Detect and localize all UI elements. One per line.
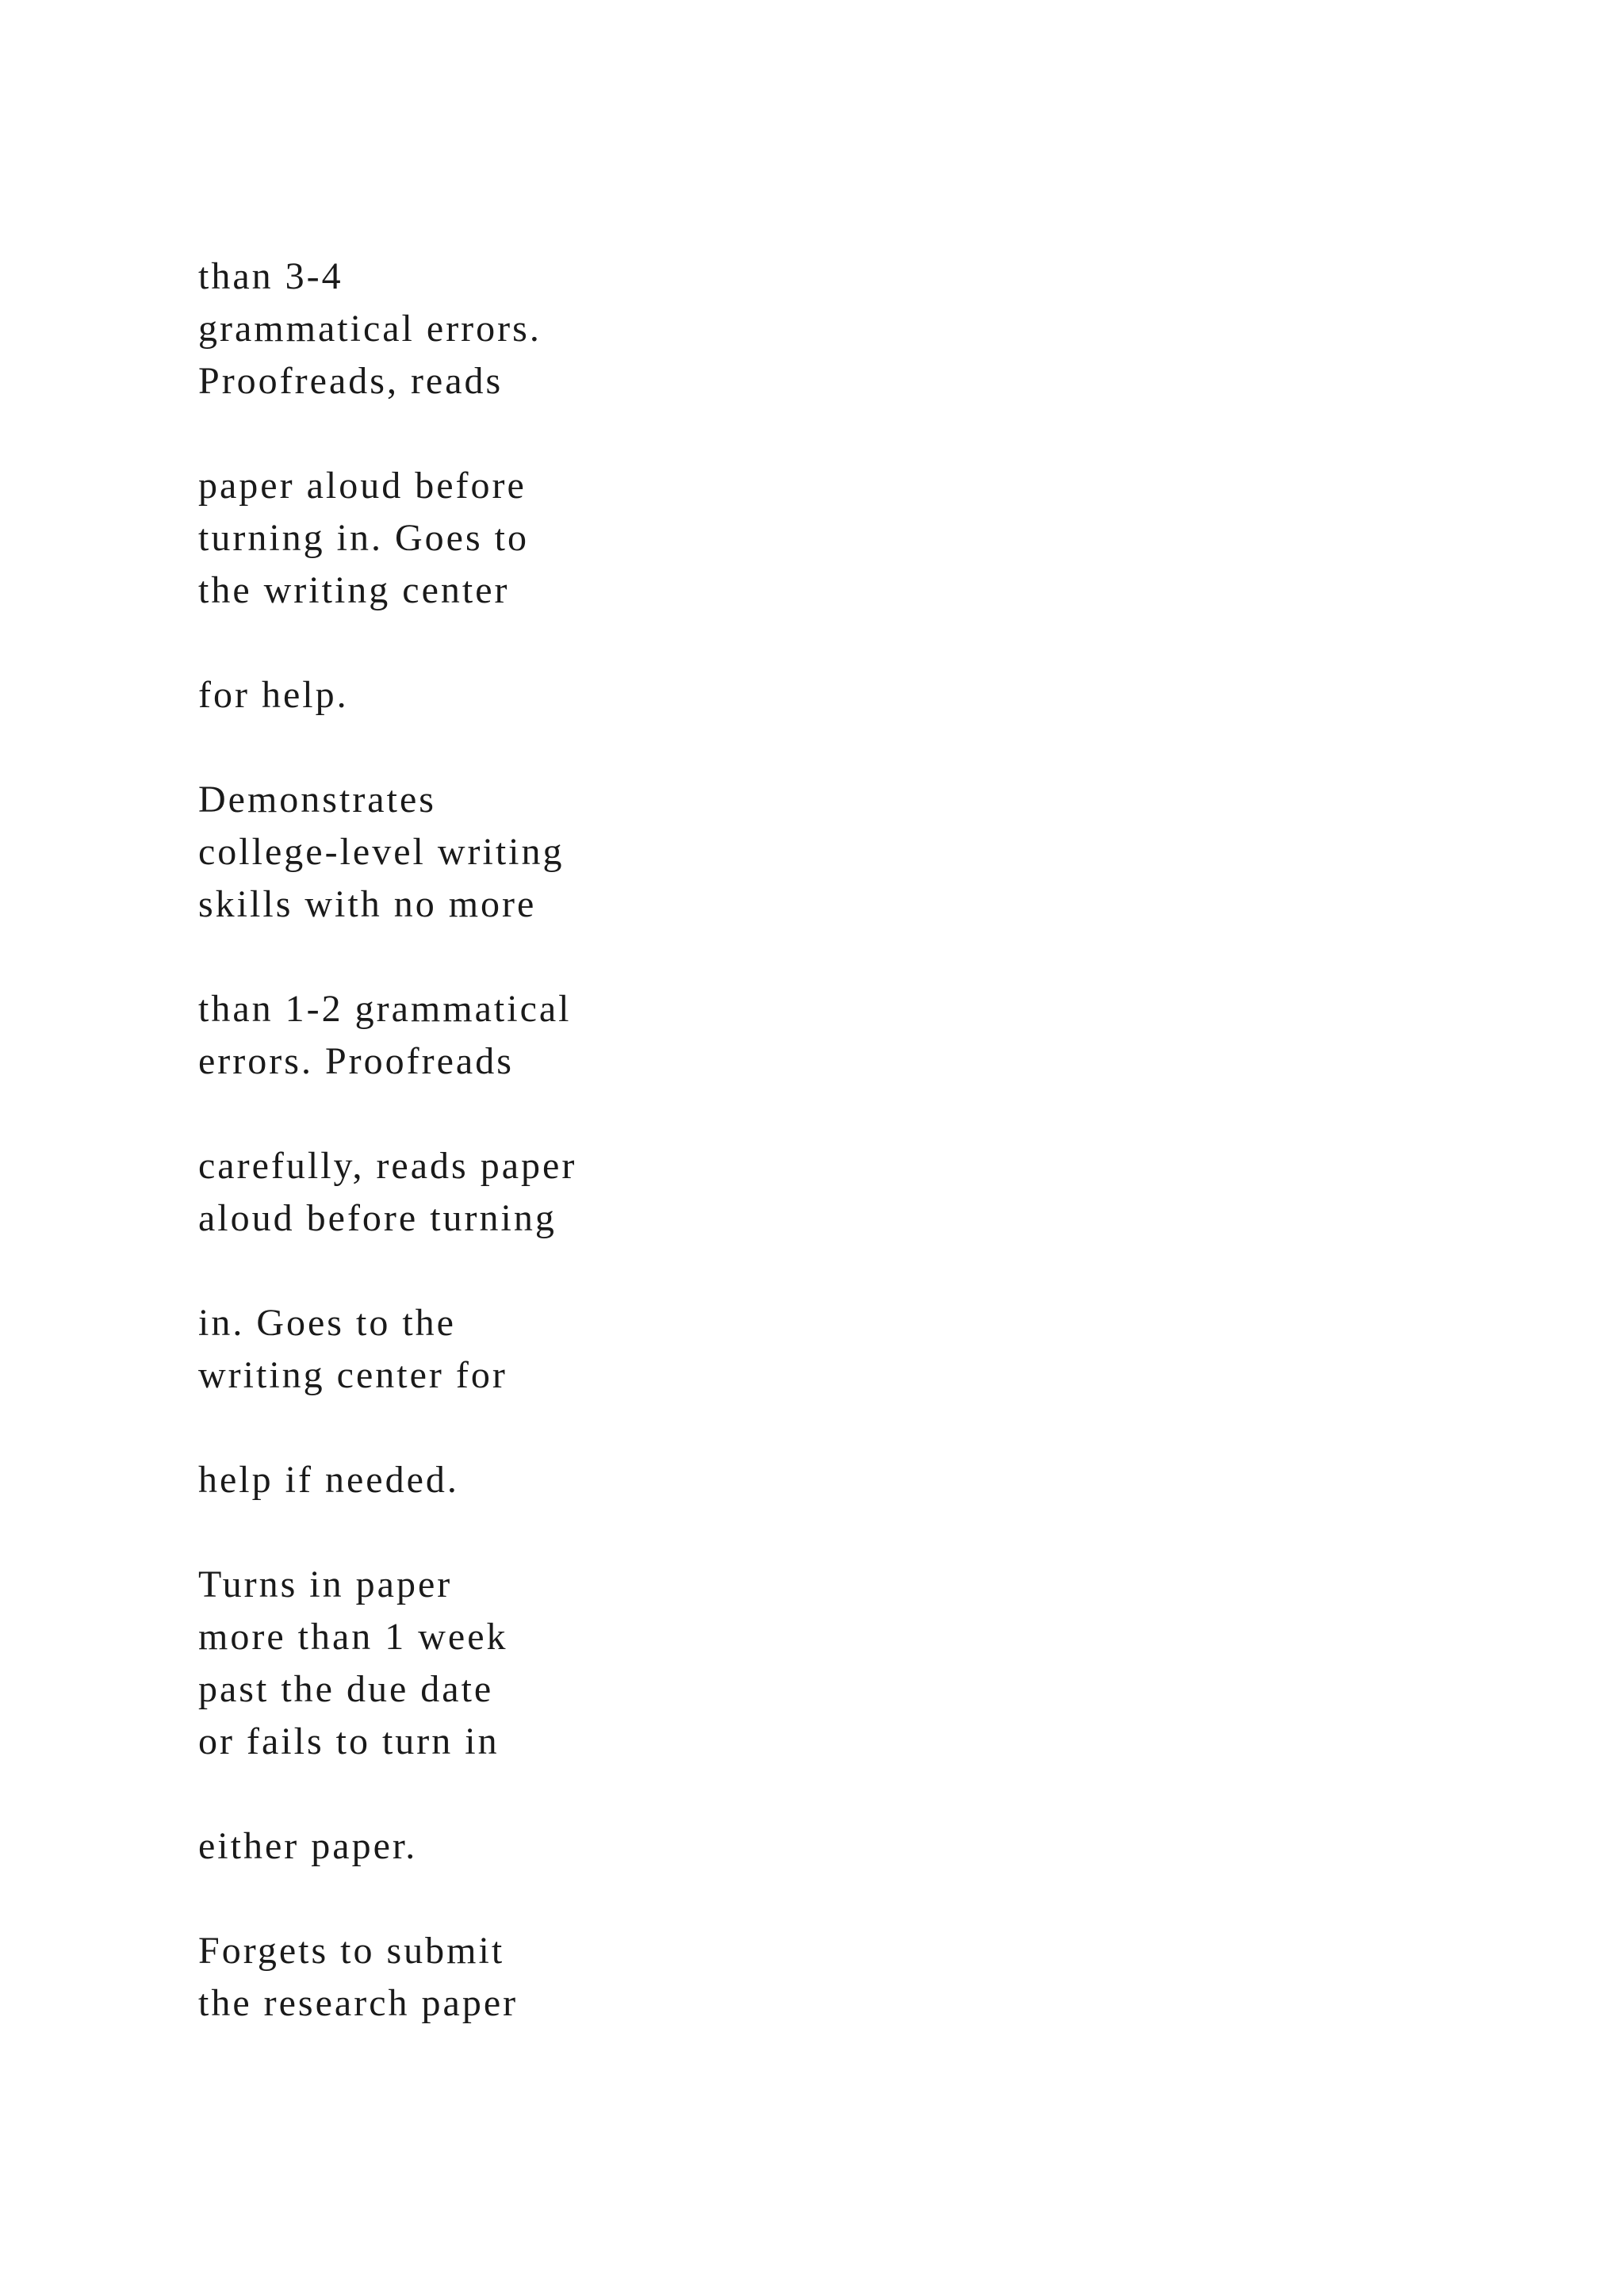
paragraph: [198, 460, 576, 617]
text-line: help if needed.: [198, 1459, 459, 1501]
paragraph: [198, 1559, 576, 1768]
text-line: Proofreads, reads: [198, 360, 504, 402]
text-line: in. Goes to the: [198, 1302, 456, 1344]
document-body: [198, 251, 576, 2082]
text-line: aloud before turning: [198, 1197, 557, 1239]
text-line: the research paper: [198, 1982, 519, 2024]
text-line: paper aloud before: [198, 465, 527, 507]
text-line: Forgets to submit: [198, 1930, 505, 1972]
text-line: than 3-4: [198, 255, 343, 297]
text-line: grammatical errors.: [198, 308, 542, 350]
paragraph: [198, 1454, 576, 1506]
text-line: Turns in paper: [198, 1563, 453, 1605]
text-line: writing center for: [198, 1354, 508, 1396]
text-line: than 1-2 grammatical: [198, 988, 572, 1030]
paragraph: [198, 774, 576, 931]
paragraph: [198, 251, 576, 408]
paragraph: [198, 1297, 576, 1402]
text-line: Demonstrates: [198, 779, 436, 821]
text-line: carefully, reads paper: [198, 1145, 577, 1187]
text-line: the writing center: [198, 569, 510, 611]
paragraph: [198, 1140, 576, 1245]
text-line: college-level writing: [198, 831, 565, 873]
paragraph: [198, 1820, 576, 1873]
paragraph: [198, 983, 576, 1088]
text-line: errors. Proofreads: [198, 1040, 514, 1082]
text-line: more than 1 week: [198, 1616, 508, 1658]
paragraph: [198, 1925, 576, 2030]
text-line: either paper.: [198, 1825, 418, 1867]
text-line: for help.: [198, 674, 349, 716]
text-line: turning in. Goes to: [198, 517, 529, 559]
text-line: skills with no more: [198, 883, 537, 925]
text-line: or fails to turn in: [198, 1720, 500, 1762]
paragraph: [198, 669, 576, 721]
text-line: past the due date: [198, 1668, 494, 1710]
